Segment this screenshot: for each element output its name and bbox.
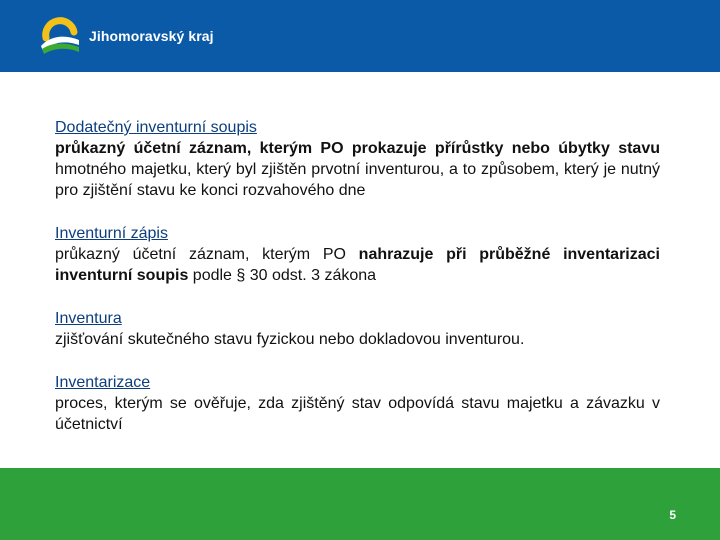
- definition-text: [55, 244, 660, 286]
- definition-text-bold: průkazný účetní záznam, kterým PO prokazuje přírůstky nebo úbytky stavu: [55, 140, 660, 157]
- definition-text-regular: průkazný účetní záznam, kterým PO: [55, 246, 359, 263]
- definition-item: [55, 117, 660, 201]
- definition-text-regular: hmotného majetku, který byl zjištěn prvotní inventurou, a to způsobem, který je nutný pro zjištění stavu ke konci rozvahového dne: [55, 161, 660, 199]
- header-bar: [0, 0, 720, 72]
- term-heading: Inventura: [55, 310, 122, 327]
- term-heading: Inventarizace: [55, 374, 151, 391]
- definition-text: [55, 138, 660, 201]
- definition-item: [55, 223, 660, 286]
- term-heading: Dodatečný inventurní soupis: [55, 119, 257, 136]
- page-number: 5: [669, 508, 676, 522]
- definition-item: [55, 308, 660, 350]
- definition-text-regular: podle § 30 odst. 3 zákona: [188, 267, 377, 284]
- definition-item: [55, 372, 660, 435]
- jihomoravsky-kraj-logo-icon: [40, 16, 80, 54]
- definitions-list: [55, 117, 660, 435]
- term-heading: Inventurní zápis: [55, 225, 168, 242]
- definition-text: zjišťování skutečného stavu fyzickou nebo dokladovou inventurou.: [55, 331, 525, 348]
- definition-text-bold: nahrazuje při průběžné inventarizaci inventurní soupis: [55, 246, 660, 284]
- brand-name: Jihomoravský kraj: [89, 28, 214, 44]
- footer-bar: [0, 468, 720, 540]
- definition-text: proces, kterým se ověřuje, zda zjištěný stav odpovídá stavu majetku a závazku v účetnictví: [55, 395, 660, 433]
